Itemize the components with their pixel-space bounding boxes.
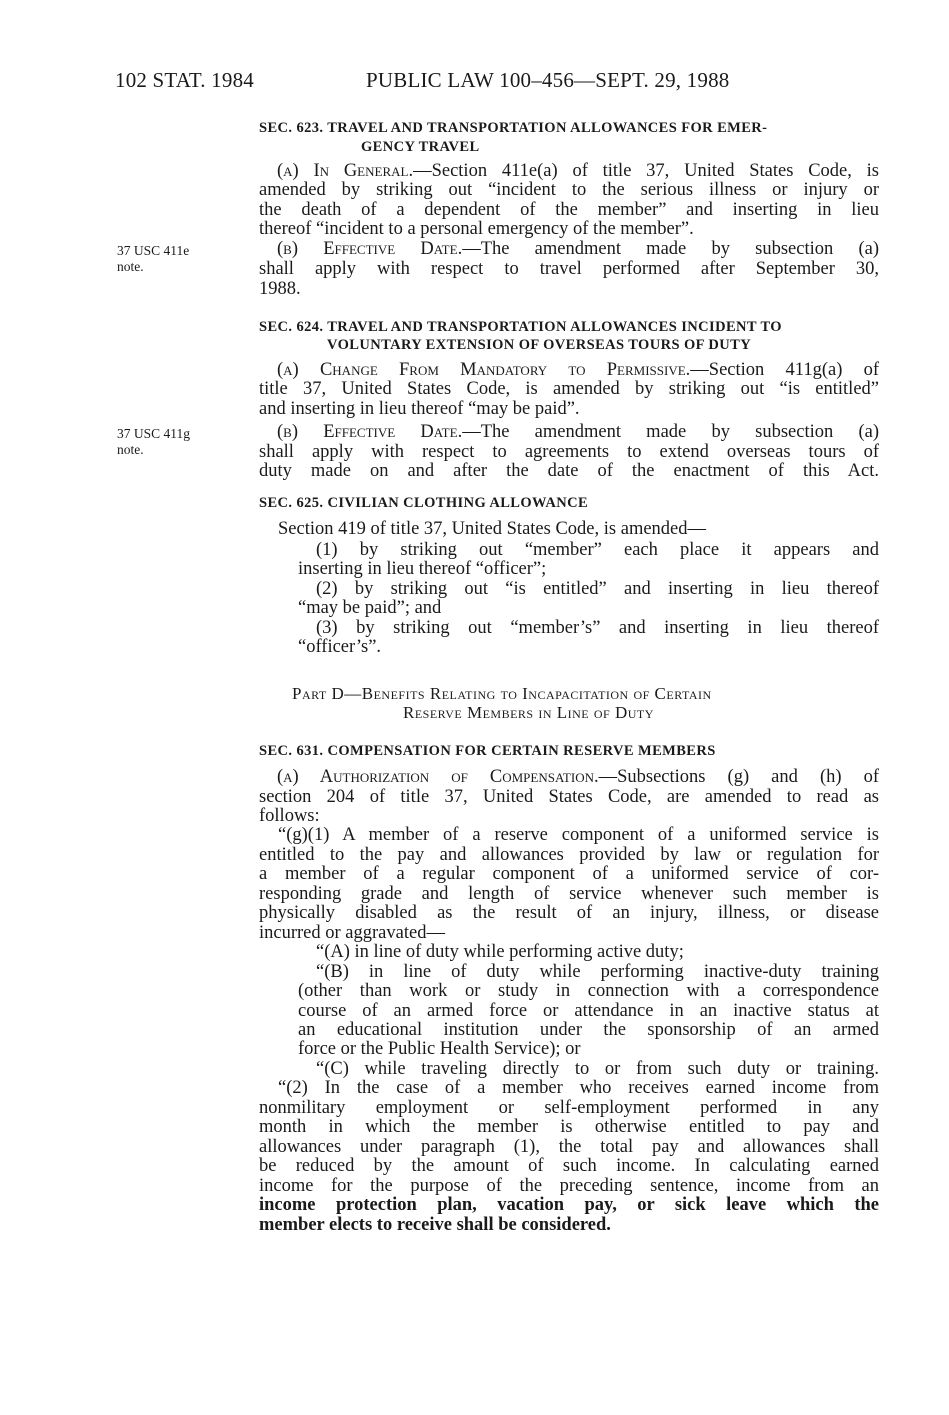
sec-623-a-label: (a) In General. [277,161,414,181]
sec-624-a-line: (a) Change From Mandatory to Permissive.—Section 411g(a) of [277,360,880,380]
margin-note-usc-411e: 37 USC 411e [117,243,190,258]
sec-631-line: entitled to the pay and allowances provided by law or regulation for [259,845,879,865]
sec-625-line: “officer’s”. [298,637,382,657]
sec-631-line: “(C) while traveling directly to or from such duty or training. [316,1059,879,1079]
sec-623-b-line: shall apply with respect to travel performed after September 30, [259,259,879,279]
sec-631-line: incurred or aggravated— [259,923,445,943]
sec-631-line: month in which the member is otherwise entitled to pay and [259,1117,879,1137]
sec-631-a-label: (a) Authorization of Compensation. [277,767,599,787]
sec-631-heading: SEC. 631. COMPENSATION FOR CERTAIN RESERVE MEMBERS [259,743,716,759]
sec-631-line: member elects to receive shall be considered. [259,1215,611,1235]
sec-623-a-line: (a) In General.—Section 411e(a) of title 37, United States Code, is [277,161,879,181]
public-law-citation: PUBLIC LAW 100–456—SEPT. 29, 1988 [366,68,730,92]
sec-625-line: (3) by striking out “member’s” and inserting in lieu thereof [316,618,879,638]
sec-631-line: be reduced by the amount of such income. In calculating earned [259,1156,879,1176]
sec-631-line: “(g)(1) A member of a reserve component of a uniformed service is [278,825,879,845]
sec-631-line: “(B) in line of duty while performing inactive-duty training [316,962,879,982]
sec-623-heading-cont: GENCY TRAVEL [361,139,480,155]
sec-623-b-label: (b) Effective Date. [277,239,463,259]
margin-note-usc-411g: 37 USC 411g [117,426,191,441]
sec-624-heading: SEC. 624. TRAVEL AND TRANSPORTATION ALLOWANCES INCIDENT TO [259,319,782,335]
sec-625-line: (2) by striking out “is entitled” and inserting in lieu thereof [316,579,879,599]
sec-631-line: “(A) in line of duty while performing active duty; [316,942,684,962]
sec-631-line: follows: [259,806,320,826]
part-d-heading: Part D—Benefits Relating to Incapacitation of Certain [292,684,712,703]
sec-623-a-line: thereof “incident to a personal emergency of the member”. [259,219,694,239]
sec-625-line: (1) by striking out “member” each place it appears and [316,540,879,560]
sec-625-line: “may be paid”; and [298,598,442,618]
sec-625-heading: SEC. 625. CIVILIAN CLOTHING ALLOWANCE [259,495,589,511]
sec-631-line: (other than work or study in connection with a correspondence [298,981,879,1001]
sec-631-line: a member of a regular component of a uniformed service of cor- [259,864,879,884]
sec-631-line: nonmilitary employment or self-employment performed in any [259,1098,879,1118]
sec-631-line: income protection plan, vacation pay, or sick leave which the [259,1195,879,1215]
sec-625-line: Section 419 of title 37, United States Code, is amended— [278,519,707,539]
sec-631-line: “(2) In the case of a member who receives earned income from [278,1078,879,1098]
sec-631-line: responding grade and length of service whenever such member is [259,884,879,904]
sec-631-line: physically disabled as the result of an injury, illness, or disease [259,903,879,923]
sec-624-a-line: and inserting in lieu thereof “may be paid”. [259,399,580,419]
sec-623-b-line: (b) Effective Date.—The amendment made by subsection (a) [277,239,880,259]
margin-note-label: note. [117,259,144,274]
sec-624-heading-cont: VOLUNTARY EXTENSION OF OVERSEAS TOURS OF DUTY [327,337,752,353]
sec-624-a-label: (a) Change From Mandatory to Permissive. [277,360,691,380]
sec-631-line: income for the purpose of the preceding sentence, income from an [259,1176,879,1196]
sec-631-line: course of an armed force or attendance in an inactive status at [298,1001,879,1021]
sec-623-a-line: the death of a dependent of the member” and inserting in lieu [259,200,879,220]
sec-631-line: an educational institution under the sponsorship of an armed [298,1020,879,1040]
sec-631-line: section 204 of title 37, United States Code, are amended to read as [259,787,879,807]
sec-631-line: allowances under paragraph (1), the total pay and allowances shall [259,1137,879,1157]
sec-624-b-line: shall apply with respect to agreements to extend overseas tours of [259,442,879,462]
part-d-heading-cont: Reserve Members in Line of Duty [403,703,654,722]
margin-note-label: note. [117,442,144,457]
sec-624-b-label: (b) Effective Date. [277,422,463,442]
page-stat-number: 102 STAT. 1984 [115,68,254,92]
sec-631-a-line: (a) Authorization of Compensation.—Subsections (g) and (h) of [277,767,879,787]
sec-623-b-line: 1988. [259,279,301,299]
sec-623-a-line: amended by striking out “incident to the serious illness or injury or [259,180,879,200]
sec-624-b-line: duty made on and after the date of the enactment of this Act. [259,461,879,481]
sec-623-heading: SEC. 623. TRAVEL AND TRANSPORTATION ALLOWANCES FOR EMER- [259,120,768,136]
sec-624-b-line: (b) Effective Date.—The amendment made by subsection (a) [277,422,880,442]
sec-624-a-line: title 37, United States Code, is amended by striking out “is entitled” [259,379,879,399]
sec-631-line: force or the Public Health Service); or [298,1039,581,1059]
sec-625-line: inserting in lieu thereof “officer”; [298,559,547,579]
